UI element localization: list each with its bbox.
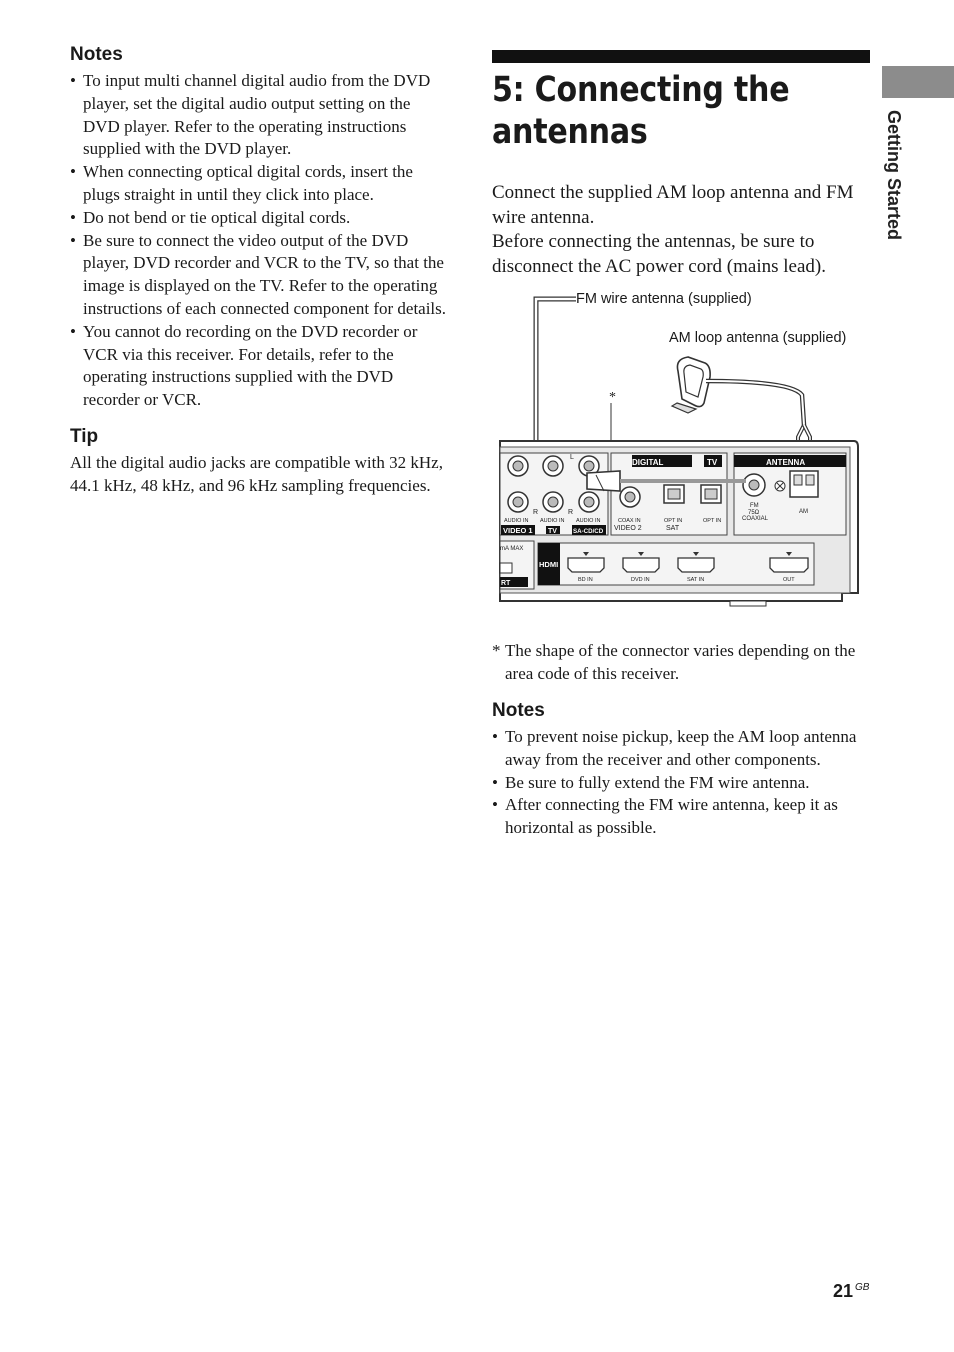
receiver-body — [500, 441, 858, 606]
title-rule — [492, 50, 870, 63]
svg-text:VIDEO 2: VIDEO 2 — [614, 525, 642, 532]
svg-text:SA-CD/CD: SA-CD/CD — [573, 528, 604, 535]
left-column — [70, 44, 450, 498]
note-item: • Be sure to fully extend the FM wire antenna. — [492, 772, 870, 795]
note-item: • After connecting the FM wire antenna, keep it as horizontal as possible. — [492, 794, 870, 840]
antenna-notes — [492, 700, 870, 840]
svg-text:DIGITAL: DIGITAL — [632, 458, 664, 467]
svg-text:OPT IN: OPT IN — [703, 518, 722, 524]
svg-text:R: R — [568, 509, 574, 516]
svg-text:TV: TV — [707, 458, 718, 467]
fm-antenna-label: FM wire antenna (supplied) — [576, 291, 752, 307]
svg-text:VIDEO 1: VIDEO 1 — [503, 526, 533, 535]
svg-text:AUDIO IN: AUDIO IN — [540, 518, 565, 524]
receiver-rear-panel-illustration — [492, 285, 870, 625]
antenna-notes-list — [492, 726, 870, 840]
svg-text:TV: TV — [548, 528, 557, 535]
am-antenna-label: AM loop antenna (supplied) — [669, 330, 847, 346]
note-item: • You cannot do recording on the DVD recorder or VCR via this receiver. For details, refer to the operating instructions supplied with the DVD recorder or VCR. — [70, 321, 450, 412]
svg-text:AM: AM — [799, 509, 808, 515]
note-item: • To input multi channel digital audio from the DVD player, set the digital audio output setting on the DVD player. Refer to the operating instructions supplied with the DVD player. — [70, 70, 450, 161]
section-tab-marker — [882, 66, 954, 98]
right-column — [492, 50, 870, 279]
svg-text:OUT: OUT — [783, 577, 795, 583]
antenna-connection-diagram — [492, 285, 870, 625]
note-item: • Do not bend or tie optical digital cords. — [70, 207, 450, 230]
svg-text:SAT IN: SAT IN — [687, 577, 705, 583]
intro — [492, 181, 870, 279]
svg-text:AUDIO IN: AUDIO IN — [504, 518, 529, 524]
svg-text:DVD IN: DVD IN — [631, 577, 650, 583]
svg-text:RT: RT — [501, 580, 511, 587]
footnote-text: The shape of the connector varies depending on the area code of this receiver. — [505, 641, 856, 683]
footnote-star: * — [492, 641, 501, 660]
page-number: 21 $^{GB}$ — [833, 1281, 870, 1301]
footnote — [492, 640, 870, 686]
svg-text:HDMI: HDMI — [539, 560, 559, 569]
tip-heading: Tip — [70, 425, 99, 447]
svg-text:COAX IN: COAX IN — [618, 518, 641, 524]
svg-text:COAXIAL: COAXIAL — [742, 516, 769, 522]
section-title: 5: Connecting the antennas — [492, 70, 790, 152]
note-item: • When connecting optical digital cords, insert the plugs straight in until they click into place. — [70, 161, 450, 207]
asterisk-marker: * — [609, 390, 616, 405]
notes-heading: Notes — [70, 44, 123, 65]
page-suffix: GB — [855, 1282, 870, 1293]
svg-text:75Ω: 75Ω — [748, 510, 760, 516]
notes-heading: Notes — [492, 700, 545, 721]
note-item: • Be sure to connect the video output of the DVD player, DVD recorder and VCR to the TV, so that the image is displayed on the TV. Refer to the operating instructions of each connected component for details. — [70, 230, 450, 321]
note-item: • To prevent noise pickup, keep the AM loop antenna away from the receiver and other components. — [492, 726, 870, 772]
svg-text:SAT: SAT — [666, 525, 680, 532]
svg-text:L: L — [570, 454, 574, 461]
notes-list — [70, 70, 450, 412]
svg-text:OPT IN: OPT IN — [664, 518, 683, 524]
tip-text: All the digital audio jacks are compatible with 32 kHz, 44.1 kHz, 48 kHz, and 96 kHz sampling frequencies. — [70, 452, 443, 495]
intro-paragraph-2: Before connecting the antennas, be sure to disconnect the AC power cord (mains lead). — [492, 231, 826, 277]
svg-text:ANTENNA: ANTENNA — [766, 458, 806, 467]
section-tab-text: Getting Started — [884, 110, 904, 241]
section-tab-label — [868, 110, 938, 260]
intro-paragraph-1: Connect the supplied AM loop antenna and FM wire antenna. — [492, 182, 854, 228]
svg-text:FM: FM — [750, 503, 759, 509]
svg-text:BD IN: BD IN — [578, 577, 593, 583]
svg-text:R: R — [533, 509, 539, 516]
svg-text:AUDIO IN: AUDIO IN — [576, 518, 601, 524]
svg-text:mA MAX: mA MAX — [500, 546, 524, 552]
